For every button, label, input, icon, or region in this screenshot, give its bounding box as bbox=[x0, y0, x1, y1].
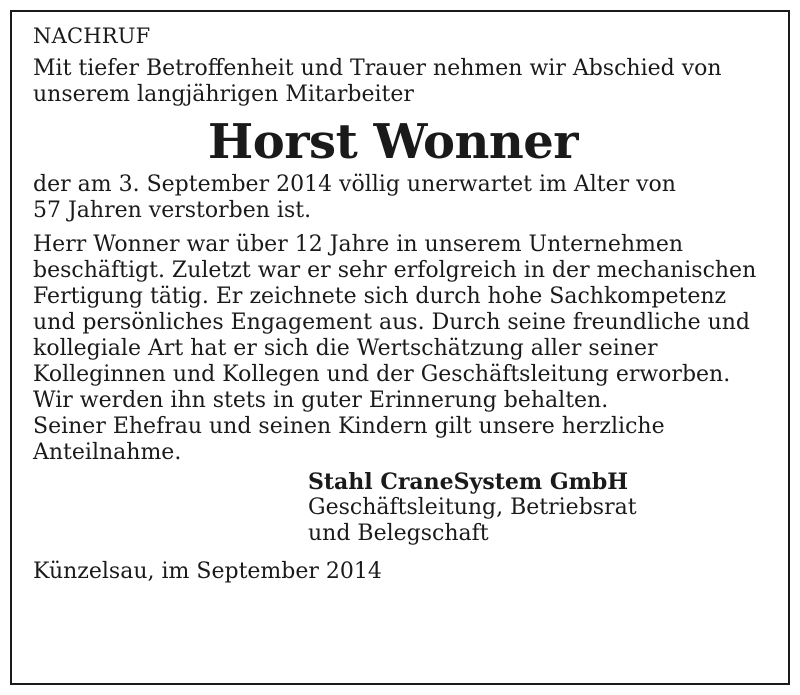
company-name: Stahl CraneSystem GmbH bbox=[308, 469, 629, 495]
intro-line: Mit tiefer Betroffenheit und Trauer nehmen wir Abschied von bbox=[33, 56, 722, 81]
death-text bbox=[33, 172, 753, 224]
tribute-text bbox=[33, 232, 757, 466]
place-date: Künzelsau, im September 2014 bbox=[33, 559, 382, 584]
tribute-line: beschäftigt. Zuletzt war er sehr erfolgreich in der mechanischen bbox=[33, 258, 757, 283]
tribute-line: Herr Wonner war über 12 Jahre in unserem Unternehmen bbox=[33, 232, 684, 257]
tribute-line: Wir werden ihn stets in guter Erinnerung behalten. bbox=[33, 388, 609, 413]
signatory-line: Geschäftsleitung, Betriebsrat bbox=[308, 495, 637, 520]
tribute-line: Kolleginnen und Kollegen und der Geschäftsleitung erworben. bbox=[33, 362, 731, 387]
signature-block bbox=[308, 469, 753, 547]
death-line: der am 3. September 2014 völlig unerwartet im Alter von bbox=[33, 172, 676, 197]
tribute-line: Seiner Ehefrau und seinen Kindern gilt unsere herzliche bbox=[33, 414, 665, 439]
death-line: 57 Jahren verstorben ist. bbox=[33, 198, 312, 223]
tribute-line: und persönliches Engagement aus. Durch seine freundliche und bbox=[33, 310, 751, 335]
notice-heading: NACHRUF bbox=[33, 24, 151, 48]
intro-text bbox=[33, 56, 753, 108]
intro-line: unserem langjährigen Mitarbeiter bbox=[33, 82, 414, 107]
deceased-name: Horst Wonner bbox=[207, 114, 579, 170]
tribute-line: Anteilnahme. bbox=[33, 440, 182, 465]
signatory-line: und Belegschaft bbox=[308, 521, 489, 546]
tribute-line: Fertigung tätig. Er zeichnete sich durch hohe Sachkompetenz bbox=[33, 284, 727, 309]
obituary-notice bbox=[33, 23, 757, 585]
tribute-line: kollegiale Art hat er sich die Wertschätzung aller seiner bbox=[33, 336, 658, 361]
